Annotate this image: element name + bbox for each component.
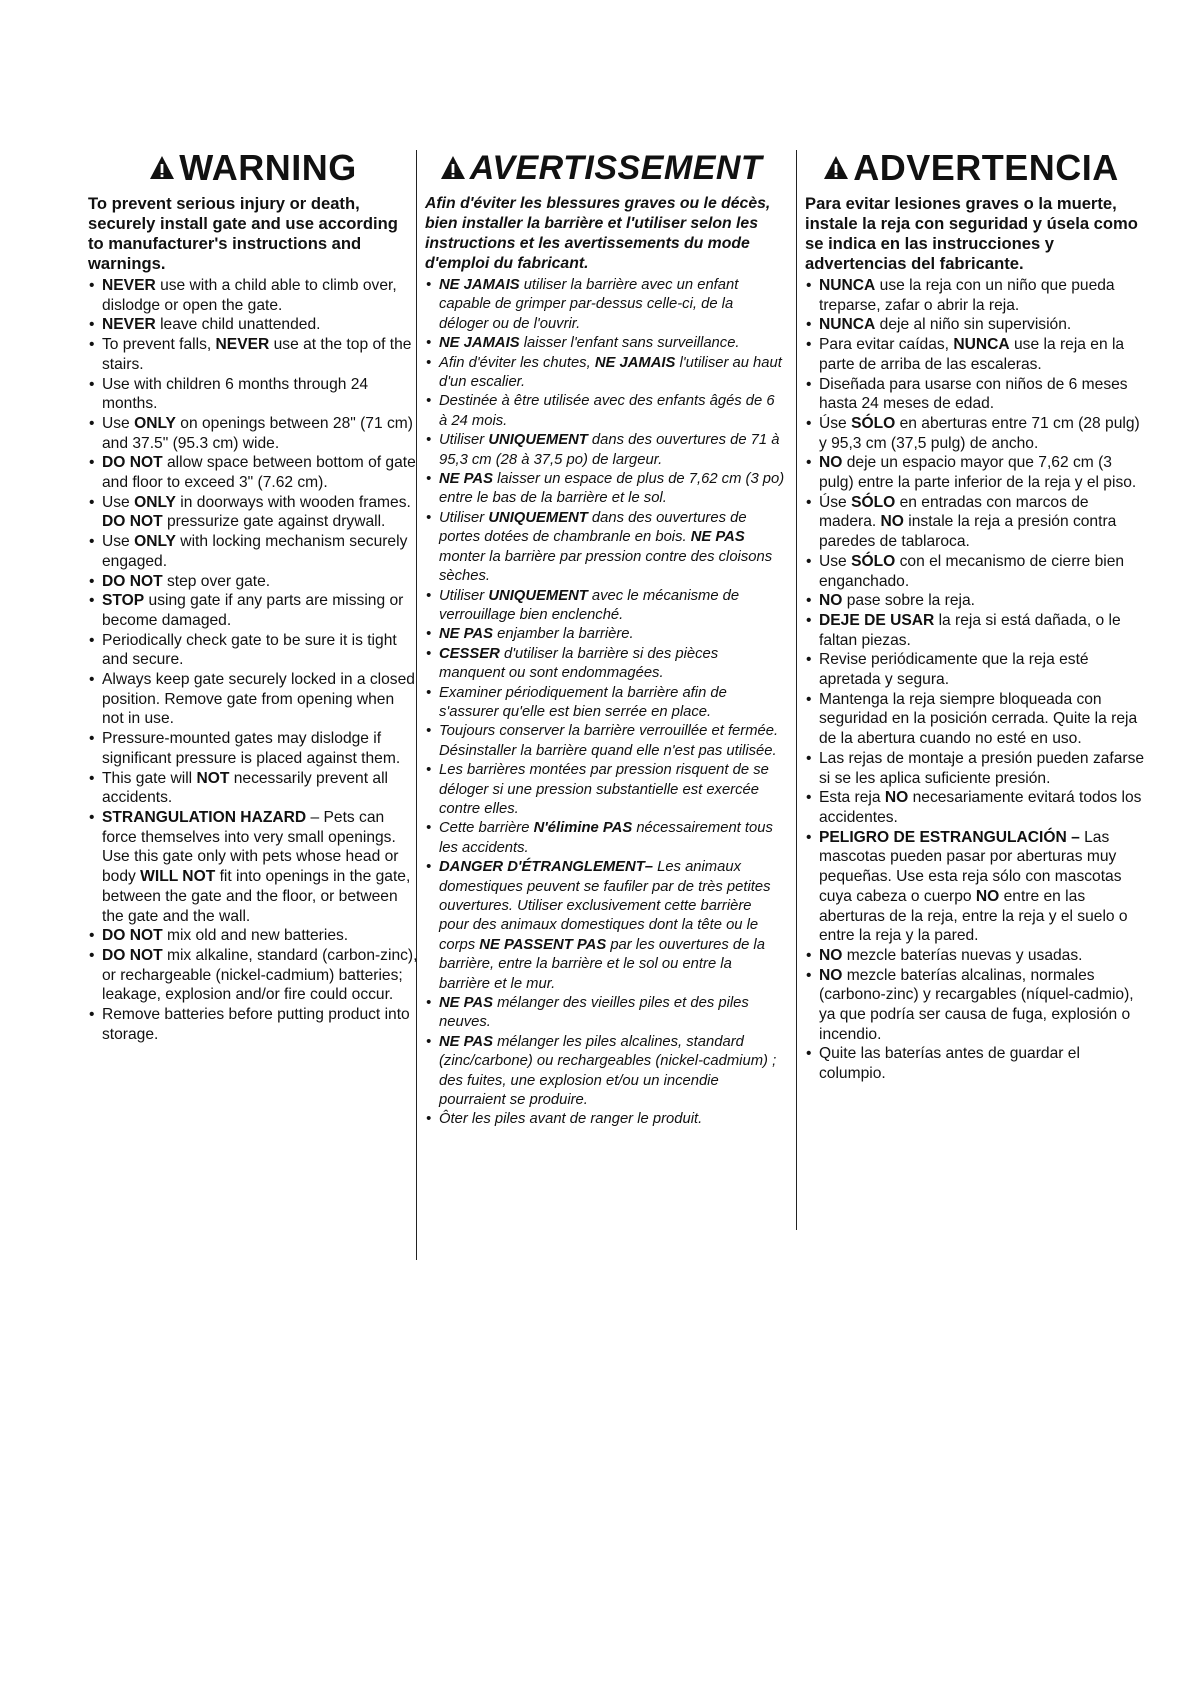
item-text: en aberturas entre 71 cm (28 pulg) y 95,3 cm (37,5 pulg) de ancho. bbox=[819, 414, 1140, 452]
item-text: allow space between bottom of gate and floor to exceed 3" (7.62 cm). bbox=[102, 454, 416, 492]
warning-triangle-icon bbox=[440, 155, 466, 181]
item-text: mélanger des vieilles piles et des piles neuves. bbox=[439, 995, 749, 1031]
emphasis-text: STOP bbox=[102, 592, 145, 610]
warning-list-item bbox=[425, 509, 785, 587]
warning-list-item bbox=[805, 650, 1145, 689]
warning-list-item bbox=[805, 335, 1145, 374]
item-text: use la reja en la parte de arriba de las escaleras. bbox=[819, 336, 1125, 373]
warning-list-item bbox=[425, 684, 785, 723]
item-text: Diseñada para usarse con niños de 6 meses hasta 24 meses de edad. bbox=[819, 375, 1128, 413]
warning-list-item bbox=[425, 761, 785, 819]
item-text: use with a child able to climb over, dislodge or open the gate. bbox=[102, 277, 397, 314]
warning-list bbox=[805, 276, 1145, 1084]
emphasis-text: NE PAS bbox=[439, 1033, 493, 1050]
item-text: Les barrières montées par pression risquent de se déloger si une pression substantielle est exercée contre elles. bbox=[439, 762, 769, 817]
warning-list-item bbox=[425, 431, 785, 470]
item-text: Use bbox=[819, 552, 852, 570]
warning-list-item bbox=[88, 375, 418, 414]
item-text: Ôter les piles avant de ranger le produit. bbox=[439, 1111, 703, 1128]
warning-list-item bbox=[805, 591, 1145, 611]
item-text: Use bbox=[102, 414, 135, 432]
item-text: with locking mechanism securely engaged. bbox=[102, 533, 408, 570]
emphasis-text: NUNCA bbox=[819, 316, 876, 334]
warning-list-item bbox=[805, 788, 1145, 827]
warning-intro: To prevent serious injury or death, securely install gate and use according to manufacturer's instructions and warnings. bbox=[88, 194, 398, 273]
emphasis-text: DANGER D'ÉTRANGLEMENT– bbox=[439, 859, 653, 876]
warning-list-item bbox=[88, 1005, 418, 1044]
warning-list-item bbox=[805, 414, 1145, 453]
item-text: Mantenga la reja siempre bloqueada con seguridad en la posición cerrada. Quite la reja de la abertura cuando no esté en uso. bbox=[819, 690, 1138, 748]
warning-column-french bbox=[416, 150, 785, 1260]
item-text: Quite las baterías antes de guardar el columpio. bbox=[819, 1045, 1080, 1083]
emphasis-text: DO NOT bbox=[102, 927, 163, 945]
item-text: Pressure-mounted gates may dislodge if significant pressure is placed against them. bbox=[102, 730, 401, 767]
warning-list-item bbox=[805, 749, 1145, 788]
warning-list-item bbox=[425, 1033, 785, 1111]
warning-list-item bbox=[88, 315, 418, 335]
warning-list-item bbox=[425, 334, 785, 353]
emphasis-text: ONLY bbox=[134, 493, 176, 511]
warning-list-item bbox=[88, 276, 418, 315]
item-text: Úse bbox=[819, 493, 852, 511]
emphasis-text: NE PASSENT PAS bbox=[479, 936, 607, 953]
item-text: Destinée à être utilisée avec des enfants âgés de 6 à 24 mois. bbox=[439, 393, 775, 429]
item-text: using gate if any parts are missing or become damaged. bbox=[102, 592, 404, 629]
item-text: Revise periódicamente que la reja esté apretada y segura. bbox=[819, 651, 1089, 689]
item-text: leave child unattended. bbox=[155, 316, 321, 334]
warning-list-item bbox=[425, 722, 785, 761]
emphasis-text: NEVER bbox=[102, 277, 156, 294]
warning-list-item bbox=[805, 611, 1145, 650]
warning-list-item bbox=[88, 946, 418, 1005]
emphasis-text: ONLY bbox=[134, 533, 176, 551]
item-text: Utiliser bbox=[439, 509, 489, 526]
warning-heading-text: WARNING bbox=[179, 147, 357, 188]
warning-triangle-icon bbox=[149, 155, 175, 181]
item-text: pressurize gate against drywall. bbox=[162, 513, 386, 531]
warning-triangle-icon bbox=[823, 155, 849, 181]
item-text: on openings between 28" (71 cm) and 37.5" (95.3 cm) wide. bbox=[102, 414, 413, 452]
emphasis-text: DO NOT bbox=[102, 454, 163, 472]
warning-list-item bbox=[88, 808, 418, 926]
emphasis-text: UNIQUEMENT bbox=[488, 587, 588, 604]
item-text: Use bbox=[102, 533, 135, 551]
warning-list-item bbox=[805, 276, 1145, 315]
emphasis-text: NO bbox=[819, 454, 843, 472]
item-text: Periodically check gate to be sure it is tight and secure. bbox=[102, 631, 397, 669]
warning-list-item bbox=[425, 994, 785, 1033]
item-text: Remove batteries before putting product into storage. bbox=[102, 1006, 410, 1043]
item-text: mix alkaline, standard (carbon-zinc), or rechargeable (nickel-cadmium) batteries; leakage, explosion and/or fire could occur. bbox=[102, 946, 418, 1004]
warning-list-item bbox=[88, 414, 418, 453]
item-text: en entradas con marcos de madera. bbox=[819, 493, 1089, 531]
warning-list-item bbox=[425, 625, 785, 644]
item-text: deje un espacio mayor que 7,62 cm (3 pulg) entre la parte inferior de la reja y el piso. bbox=[819, 454, 1137, 492]
emphasis-text: NE PAS bbox=[439, 995, 493, 1012]
item-text: fit into openings in the gate, between the gate and the floor, or between the gate and the wall. bbox=[102, 868, 411, 925]
warning-list-item bbox=[805, 946, 1145, 966]
warning-list-item bbox=[88, 729, 418, 768]
warning-list-item bbox=[425, 858, 785, 994]
item-text: instale la reja a presión contra paredes de tablaroca. bbox=[819, 513, 1117, 551]
item-text: laisser un espace de plus de 7,62 cm (3 po) entre le bas de la barrière et le sol. bbox=[439, 471, 785, 507]
item-text: con el mecanismo de cierre bien enganchado. bbox=[819, 552, 1125, 590]
item-text: Cette barrière bbox=[439, 820, 534, 837]
item-text: dans des ouvertures de portes dotées de chambranle en bois. bbox=[439, 509, 747, 546]
warning-list bbox=[425, 276, 785, 1130]
warning-list-item bbox=[805, 828, 1145, 946]
emphasis-text: NUNCA bbox=[953, 336, 1010, 354]
emphasis-text: NEVER bbox=[215, 336, 270, 354]
warning-list-item bbox=[88, 453, 418, 492]
emphasis-text: NO bbox=[975, 887, 1000, 905]
warning-heading bbox=[88, 147, 418, 188]
warning-list-item bbox=[88, 769, 418, 808]
emphasis-text: NE JAMAIS bbox=[439, 335, 520, 352]
item-text: Para evitar caídas, bbox=[819, 336, 954, 354]
warning-list-item bbox=[805, 966, 1145, 1045]
item-text: Toujours conserver la barrière verrouillée et fermée. Désinstaller la barrière quand elle n'est pas utilisée. bbox=[439, 723, 779, 759]
emphasis-text: DO NOT bbox=[102, 946, 163, 964]
emphasis-text: NO bbox=[819, 592, 843, 610]
warning-list-item bbox=[425, 354, 785, 393]
warning-list-item bbox=[425, 819, 785, 858]
warning-list-item bbox=[88, 572, 418, 592]
item-text: enjamber la barrière. bbox=[493, 626, 634, 643]
item-text: Esta reja bbox=[819, 789, 885, 807]
warning-heading-text: ADVERTENCIA bbox=[853, 147, 1119, 188]
emphasis-text: NE PAS bbox=[439, 626, 493, 643]
item-text: la reja si está dañada, o le faltan piezas. bbox=[819, 611, 1121, 649]
emphasis-text: NO bbox=[880, 513, 904, 531]
emphasis-text: DO NOT bbox=[102, 572, 163, 590]
warning-list-item bbox=[425, 470, 785, 509]
emphasis-text: SÓLO bbox=[851, 552, 896, 570]
item-text: deje al niño sin supervisión. bbox=[875, 316, 1072, 334]
item-text: monter la barrière par pression contre des cloisons sèches. bbox=[439, 548, 773, 585]
emphasis-text: NE PAS bbox=[690, 529, 745, 546]
item-text: Always keep gate securely locked in a closed position. Remove gate from opening when not in use. bbox=[102, 671, 415, 728]
emphasis-text: NO bbox=[819, 966, 843, 984]
emphasis-text: NEVER bbox=[102, 316, 156, 334]
item-text: d'utiliser la barrière si des pièces manquent ou sont endommagées. bbox=[439, 645, 719, 682]
warning-list-item bbox=[88, 493, 418, 532]
item-text: pase sobre la reja. bbox=[842, 592, 976, 610]
emphasis-text: NE PAS bbox=[439, 471, 493, 488]
item-text: Las rejas de montaje a presión pueden zafarse si se les aplica suficiente presión. bbox=[819, 749, 1145, 787]
item-text: utiliser la barrière avec un enfant capable de grimper par-dessus celle-ci, de la déloger ou de l'ouvrir. bbox=[439, 277, 739, 332]
warning-list-item bbox=[805, 375, 1145, 414]
item-text: To prevent falls, bbox=[102, 336, 216, 354]
item-text: necesariamente evitará todos los accidentes. bbox=[819, 789, 1142, 826]
item-text: l'utiliser au haut d'un escalier. bbox=[439, 354, 782, 391]
item-text: Examiner périodiquement la barrière afin de s'assurer qu'elle est bien serrée en place. bbox=[439, 684, 727, 720]
item-text: use la reja con un niño que pueda treparse, zafar o abrir la reja. bbox=[819, 277, 1115, 314]
warning-list-item bbox=[805, 453, 1145, 492]
item-text: dans des ouvertures de 71 à 95,3 cm (28 à 37,5 po) de largeur. bbox=[439, 432, 780, 468]
emphasis-text: NE JAMAIS bbox=[594, 354, 676, 371]
item-text: avec le mécanisme de verrouillage bien enclenché. bbox=[439, 587, 740, 623]
item-text: Use bbox=[102, 493, 135, 511]
item-text: use at the top of the stairs. bbox=[102, 336, 412, 373]
emphasis-text: NO bbox=[884, 789, 909, 807]
warning-list-item bbox=[88, 926, 418, 946]
item-text: step over gate. bbox=[162, 572, 271, 590]
emphasis-text: DEJE DE USAR bbox=[819, 611, 935, 629]
warning-heading bbox=[797, 147, 1145, 188]
item-text: Las mascotas pueden pasar por aberturas muy pequeñas. Use esta reja sólo con mascotas cuya cabeza o cuerpo bbox=[819, 828, 1122, 905]
item-text: mix old and new batteries. bbox=[162, 927, 349, 945]
warning-list-item bbox=[425, 1110, 785, 1129]
emphasis-text: PELIGRO DE ESTRANGULACIÓN – bbox=[819, 828, 1080, 846]
item-text: Use with children 6 months through 24 months. bbox=[102, 375, 369, 413]
warning-list-item bbox=[425, 276, 785, 334]
warning-column-spanish bbox=[796, 147, 1145, 1230]
warning-intro: Para evitar lesiones graves o la muerte, instale la reja con seguridad y úsela como se indica en las instrucciones y advertencias del fabricante. bbox=[805, 194, 1138, 273]
warning-list-item bbox=[425, 587, 785, 626]
item-text: Úse bbox=[819, 414, 852, 432]
item-text: mezcle baterías alcalinas, normales (carbono-zinc) y recargables (níquel-cadmio), ya que podría ser causa de fuga, explosión o incendio. bbox=[819, 966, 1134, 1043]
item-text: Utiliser bbox=[439, 587, 489, 604]
emphasis-text: WILL NOT bbox=[140, 868, 216, 886]
warning-list-item bbox=[805, 552, 1145, 591]
emphasis-text: CESSER bbox=[439, 645, 500, 662]
warning-list-item bbox=[805, 1044, 1145, 1083]
item-text: laisser l'enfant sans surveillance. bbox=[519, 335, 740, 352]
warning-list-item bbox=[425, 392, 785, 431]
item-text: necessarily prevent all accidents. bbox=[102, 769, 389, 807]
emphasis-text: NE JAMAIS bbox=[439, 277, 520, 293]
warning-list bbox=[88, 276, 418, 1044]
emphasis-text: UNIQUEMENT bbox=[488, 509, 588, 526]
warning-list-item bbox=[88, 631, 418, 670]
emphasis-text: NOT bbox=[196, 769, 230, 787]
warning-list-item bbox=[88, 532, 418, 571]
warning-heading bbox=[417, 150, 785, 186]
emphasis-text: DO NOT bbox=[102, 513, 163, 531]
emphasis-text: NO bbox=[819, 946, 843, 964]
warning-list-item bbox=[805, 493, 1145, 552]
item-text: par les ouvertures de la barrière, entre la barrière et le sol ou entre la barrière et le mur. bbox=[439, 936, 765, 992]
warning-intro: Afin d'éviter les blessures graves ou le décès, bien installer la barrière et l'utiliser selon les instructions et les avertissements du mode d'emploi du fabricant. bbox=[425, 195, 771, 272]
emphasis-text: SÓLO bbox=[851, 493, 896, 511]
warning-list-item bbox=[425, 645, 785, 684]
item-text: Utiliser bbox=[439, 432, 489, 449]
emphasis-text: ONLY bbox=[134, 414, 176, 432]
emphasis-text: NUNCA bbox=[819, 277, 876, 294]
warning-list-item bbox=[88, 335, 418, 374]
item-text: – Pets can force themselves into very small openings. Use this gate only with pets whose head or body bbox=[102, 808, 399, 886]
item-text: This gate will bbox=[102, 769, 197, 787]
emphasis-text: SÓLO bbox=[851, 414, 896, 432]
item-text: Afin d'éviter les chutes, bbox=[439, 354, 595, 371]
warning-list-item bbox=[805, 690, 1145, 749]
emphasis-text: STRANGULATION HAZARD bbox=[102, 808, 307, 826]
item-text: mezcle baterías nuevas y usadas. bbox=[842, 946, 1083, 964]
warning-list-item bbox=[805, 315, 1145, 335]
item-text: entre en las aberturas de la reja, entre la reja y el suelo o entre la reja y la pared. bbox=[819, 887, 1128, 945]
item-text: in doorways with wooden frames. bbox=[175, 493, 411, 511]
item-text: Les animaux domestiques peuvent se faufiler par de très petites ouvertures. Utiliser exclusivement cette barrière pour des animaux domestiques dont la tête ou le corps bbox=[439, 859, 771, 953]
emphasis-text: UNIQUEMENT bbox=[488, 432, 588, 449]
warning-column-english bbox=[88, 147, 418, 1044]
warning-list-item bbox=[88, 591, 418, 630]
item-text: mélanger les piles alcalines, standard (zinc/carbone) ou rechargeables (nickel-cadmium) ; des fuites, une explosion et/ou un incendie pourraient se produire. bbox=[439, 1033, 777, 1109]
warning-heading-text: AVERTISSEMENT bbox=[469, 148, 763, 187]
warning-list-item bbox=[88, 670, 418, 729]
item-text: nécessairement tous les accidents. bbox=[439, 820, 773, 856]
emphasis-text: N'élimine PAS bbox=[533, 820, 633, 837]
